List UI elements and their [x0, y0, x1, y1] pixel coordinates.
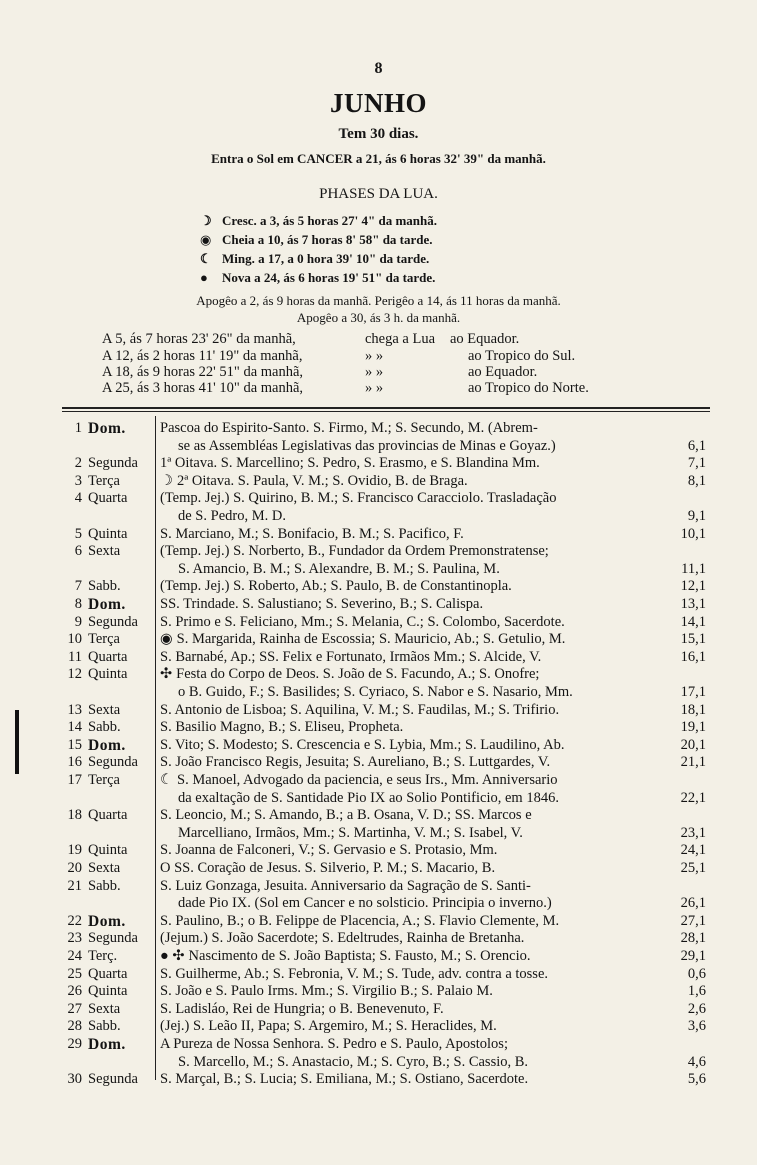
table-top-rule [62, 407, 710, 409]
moon-age: 3,6 [687, 1018, 706, 1035]
weekday: Terça [88, 631, 120, 648]
feast-text: S. Margarida, Rainha de Escossia; S. Mauricio, Ab.; S. Getulio, M. [176, 631, 566, 648]
saints-text [160, 983, 493, 1000]
saints-text [160, 1071, 528, 1088]
weekday: Sexta [88, 543, 121, 560]
saints-text [160, 473, 468, 490]
moon-age: 18,1 [680, 701, 706, 718]
saints-text [160, 948, 530, 965]
saints-text [160, 737, 564, 754]
saints-text [160, 807, 532, 824]
crossing-destination: ao Equador. [450, 331, 520, 347]
feast-text: dade Pio IX. (Sol em Cancer e no solsticio. Principia o inverno.) [178, 895, 552, 912]
moon-phase-icon: ✣ [160, 666, 173, 683]
feast-text: (Temp. Jej.) S. Quirino, B. M.; S. Francisco Caracciolo. Trasladação [160, 490, 557, 507]
weekday: Segunda [88, 930, 138, 947]
crossing-time: A 18, ás 9 horas 22' 51" da manhã, [102, 364, 304, 380]
feast-text: (Temp. Jej.) S. Roberto, Ab.; S. Paulo, B. de Constantinopla. [160, 578, 512, 595]
saints-text [160, 631, 565, 648]
saints-text [160, 719, 403, 736]
moon-phase-icon: ● ✣ [160, 948, 185, 964]
weekday: Segunda [88, 1071, 138, 1088]
phase-text: Cresc. a 3, ás 5 horas 27' 4" da manhã. [222, 213, 437, 228]
day-number: 21 [67, 877, 82, 894]
day-number: 14 [67, 719, 82, 736]
feast-text: A Pureza de Nossa Senhora. S. Pedro e S. Paulo, Apostolos; [160, 1036, 508, 1052]
day-number: 30 [67, 1071, 82, 1088]
saints-text [160, 455, 540, 472]
saints-text [160, 860, 495, 877]
day-number: 4 [74, 490, 82, 507]
weekday: Segunda [88, 613, 138, 630]
day-number: 26 [67, 983, 82, 1000]
feast-text: Nascimento de S. João Baptista; S. Fausto, M.; S. Orencio. [188, 948, 531, 964]
moon-age: 23,1 [680, 824, 706, 841]
phase-new [200, 270, 435, 286]
moon-age: 27,1 [680, 912, 706, 929]
day-number: 23 [67, 930, 82, 947]
crossing-mid: » » [365, 348, 384, 364]
moon-age: 21,1 [680, 754, 706, 771]
feast-text: Pascoa do Espirito-Santo. S. Firmo, M.; S. Secundo, M. (Abrem- [160, 420, 538, 436]
moon-age: 0,6 [687, 965, 706, 982]
weekday: Quinta [88, 525, 128, 542]
crossing-destination: ao Tropico do Norte. [468, 380, 589, 396]
sun-entry: Entra o Sol em CANCER a 21, ás 6 horas 32' 39" da manhã. [211, 151, 546, 166]
saints-text [160, 842, 497, 859]
day-number: 13 [67, 701, 82, 718]
margin-mark [15, 710, 19, 774]
crossing-time: A 12, ás 2 horas 11' 19" da manhã, [102, 348, 303, 364]
day-number: 7 [74, 578, 82, 595]
day-number: 11 [68, 648, 82, 665]
moon-age: 5,6 [687, 1071, 706, 1088]
saints-text [178, 561, 500, 578]
moon-age: 11,1 [681, 560, 706, 577]
feast-text: (Temp. Jej.) S. Norberto, B., Fundador da Ordem Premonstratense; [160, 543, 549, 560]
weekday: Sexta [88, 860, 121, 876]
saints-text [160, 490, 556, 507]
feast-text: Marcelliano, Irmãos, Mm.; S. Martinha, V. M.; S. Isabel, V. [178, 824, 523, 841]
day-number: 2 [74, 455, 82, 472]
apogee-perigee-line: Apogêo a 2, ás 9 horas da manhã. Perigêo a 14, ás 11 horas da manhã. [196, 293, 561, 308]
saints-text [160, 614, 565, 631]
weekday: Quinta [88, 983, 128, 1000]
moon-age: 26,1 [680, 895, 706, 912]
day-number: 9 [74, 613, 82, 630]
saints-text [160, 966, 548, 983]
weekday: Terça [88, 772, 120, 788]
weekday: Terça [88, 472, 120, 489]
feast-text: S. Manoel, Advogado da paciencia, e seus Irs., Mm. Anniversario [177, 772, 558, 788]
feast-text: 2ª Oitava. S. Paula, V. M.; S. Ovidio, B. de Braga. [177, 472, 468, 489]
day-number: 20 [67, 860, 82, 876]
weekday: Sexta [88, 1000, 121, 1017]
moon-age: 29,1 [680, 948, 706, 964]
phase-text: Cheia a 10, ás 7 horas 8' 58" da tarde. [222, 232, 433, 247]
saints-text [160, 543, 549, 560]
feast-text: da exaltação de S. Santidade Pio IX ao Solio Pontificio, em 1846. [178, 789, 559, 806]
weekday: Sexta [88, 701, 121, 718]
moon-age: 28,1 [680, 930, 706, 947]
day-number: 17 [67, 772, 82, 788]
full-moon-icon: ◉ [200, 232, 212, 247]
crossing-mid: » » [365, 364, 384, 380]
moon-phase-icon: ☽ [160, 472, 173, 489]
weekday: Dom. [88, 1036, 126, 1053]
moon-age: 17,1 [680, 684, 706, 700]
apogee-line: Apogêo a 30, ás 3 h. da manhã. [296, 310, 461, 325]
feast-text: S. João Francisco Regis, Jesuita; S. Aureliano, B.; S. Luttgardes, V. [160, 754, 551, 771]
feast-text: S. Primo e S. Feliciano, Mm.; S. Melania, C.; S. Colombo, Sacerdote. [160, 613, 565, 630]
day-number: 16 [67, 754, 82, 771]
calendar-row [62, 1071, 710, 1093]
weekday: Quinta [88, 842, 128, 859]
feast-text: S. Vito; S. Modesto; S. Crescencia e S. Lybia, Mm.; S. Laudilino, Ab. [160, 736, 565, 753]
moon-age: 8,1 [687, 472, 706, 489]
day-number: 10 [67, 631, 82, 648]
saints-text [178, 438, 556, 455]
weekday: Dom. [88, 736, 126, 754]
moon-age: 4,6 [687, 1053, 706, 1070]
feast-text: S. Amancio, B. M.; S. Alexandre, B. M.; S. Paulina, M. [178, 560, 500, 577]
feast-text: (Jejum.) S. João Sacerdote; S. Edeltrudes, Rainha de Bretanha. [160, 930, 525, 947]
day-number: 6 [74, 543, 82, 560]
moon-age: 15,1 [680, 631, 706, 648]
saints-text [178, 1054, 528, 1071]
feast-text: 1ª Oitava. S. Marcellino; S. Pedro, S. Erasmo, e S. Blandina Mm. [160, 455, 540, 472]
saints-text [178, 684, 573, 701]
saints-text [178, 790, 559, 807]
saints-text [160, 930, 524, 947]
weekday: Quarta [88, 965, 128, 982]
weekday: Dom. [88, 912, 126, 930]
crossing-mid: » » [365, 380, 384, 396]
weekday: Quinta [88, 666, 128, 683]
first-quarter-moon-icon: ☽ [200, 213, 212, 228]
weekday: Sabb. [88, 719, 121, 736]
weekday: Segunda [88, 754, 138, 771]
day-number: 3 [74, 472, 82, 489]
feast-text: S. Guilherme, Ab.; S. Febronia, V. M.; S. Tude, adv. contra a tosse. [160, 965, 549, 982]
feast-text: (Jej.) S. Leão II, Papa; S. Argemiro, M.; S. Heraclides, M. [160, 1018, 497, 1035]
feast-text: S. Barnabé, Ap.; SS. Felix e Fortunato, Irmãos Mm.; S. Alcide, V. [160, 648, 542, 665]
day-number: 19 [67, 842, 82, 859]
new-moon-icon: ● [200, 270, 208, 285]
day-number: 28 [67, 1018, 82, 1035]
feast-text: Festa do Corpo de Deos. S. João de S. Facundo, A.; S. Onofre; [176, 666, 540, 683]
phase-text: Ming. a 17, a 0 hora 39' 10" da tarde. [222, 251, 430, 266]
crossing-time: A 5, ás 7 horas 23' 26" da manhã, [102, 331, 296, 347]
day-number: 25 [67, 965, 82, 982]
moon-age: 6,1 [687, 437, 706, 454]
day-number: 8 [74, 596, 82, 612]
table-top-rule-thin [62, 411, 710, 412]
weekday: Sabb. [88, 1018, 121, 1035]
saints-text [160, 578, 512, 595]
day-number: 29 [67, 1036, 82, 1052]
saints-text [178, 825, 523, 842]
saints-text [160, 702, 559, 719]
weekday: Sabb. [88, 578, 121, 595]
moon-age: 2,6 [687, 1000, 706, 1017]
saints-text [160, 772, 558, 789]
crossing-destination: ao Tropico do Sul. [468, 348, 576, 364]
day-number: 12 [67, 666, 82, 683]
moon-age: 16,1 [680, 648, 706, 665]
moon-age: 19,1 [680, 719, 706, 736]
day-number: 15 [67, 736, 82, 753]
weekday: Dom. [88, 596, 126, 613]
day-number: 1 [74, 420, 82, 436]
moon-age: 10,1 [680, 525, 706, 542]
moon-age: 1,6 [687, 983, 706, 1000]
feast-text: S. Antonio de Lisboa; S. Aquilina, V. M.; S. Faudilas, M.; S. Trifirio. [160, 701, 560, 718]
month-title: JUNHO [330, 88, 427, 118]
saints-text [160, 913, 559, 930]
feast-text: S. Marciano, M.; S. Bonifacio, B. M.; S. Pacifico, F. [160, 525, 464, 542]
moon-age: 9,1 [687, 508, 706, 524]
phase-text: Nova a 24, ás 6 horas 19' 51" da tarde. [222, 270, 436, 285]
moon-phase-icon: ☾ [160, 772, 173, 788]
feast-text: S. Marçal, B.; S. Lucia; S. Emiliana, M.; S. Ostiano, Sacerdote. [160, 1071, 529, 1088]
crossing-time: A 25, ás 3 horas 41' 10" da manhã, [102, 380, 304, 396]
feast-text: S. Ladisláo, Rei de Hungria; o B. Benevenuto, F. [160, 1000, 444, 1017]
feast-text: S. Luiz Gonzaga, Jesuita. Anniversario da Sagração de S. Santi- [160, 877, 531, 894]
saints-text [160, 1018, 497, 1035]
feast-text: S. Paulino, B.; o B. Felippe de Placencia, A.; S. Flavio Clemente, M. [160, 912, 560, 929]
day-number: 22 [67, 912, 82, 929]
saints-text [160, 1001, 444, 1018]
feast-text: S. João e S. Paulo Irms. Mm.; S. Virgilio B.; S. Palaio M. [160, 983, 493, 1000]
feast-text: se as Assembléas Legislativas das provincias de Minas e Goyaz.) [178, 437, 556, 454]
feast-text: S. Marcello, M.; S. Anastacio, M.; S. Cyro, B.; S. Cassio, B. [178, 1053, 529, 1070]
weekday: Quarta [88, 490, 128, 507]
moon-age: 7,1 [687, 455, 706, 472]
saints-text [160, 526, 464, 543]
weekday: Terç. [88, 948, 118, 964]
phase-full [200, 232, 433, 248]
feast-text: S. Joanna de Falconeri, V.; S. Gervasio e S. Protasio, Mm. [160, 842, 498, 859]
saints-text [160, 649, 541, 666]
phase-waning [200, 251, 429, 267]
feast-text: SS. Trindade. S. Salustiano; S. Severino, B.; S. Calispa. [160, 596, 484, 612]
moon-age: 12,1 [680, 578, 706, 595]
moon-phase-icon: ◉ [160, 631, 173, 648]
feast-text: de S. Pedro, M. D. [178, 508, 286, 524]
weekday: Sabb. [88, 877, 121, 894]
moon-age: 24,1 [680, 842, 706, 859]
weekday: Segunda [88, 455, 138, 472]
day-number: 5 [74, 525, 82, 542]
moon-age: 20,1 [680, 736, 706, 753]
saints-text [160, 1036, 508, 1053]
phases-title: PHASES DA LUA. [319, 186, 438, 202]
feast-text: S. Leoncio, M.; S. Amando, B.; a B. Osana, V. D.; SS. Marcos e [160, 807, 532, 824]
last-quarter-moon-icon: ☾ [200, 251, 212, 266]
moon-age: 13,1 [680, 596, 706, 612]
saints-text [178, 895, 552, 912]
moon-age: 22,1 [680, 789, 706, 806]
day-number: 24 [67, 948, 82, 964]
day-number: 18 [67, 807, 82, 824]
weekday: Quarta [88, 807, 128, 824]
feast-text: O SS. Coração de Jesus. S. Silverio, P. M.; S. Macario, B. [160, 860, 496, 876]
saints-text [160, 596, 483, 613]
page-number: 8 [374, 60, 383, 77]
phase-waxing [200, 213, 437, 229]
days-count: Tem 30 dias. [338, 126, 419, 142]
feast-text: S. Basilio Magno, B.; S. Eliseu, Propheta. [160, 719, 404, 736]
weekday: Quarta [88, 648, 128, 665]
moon-age: 25,1 [680, 860, 706, 876]
crossing-destination: ao Equador. [468, 364, 538, 380]
crossing-mid: chega a Lua [365, 331, 436, 347]
saints-text [160, 878, 531, 895]
moon-age: 14,1 [680, 613, 706, 630]
feast-text: o B. Guido, F.; S. Basilides; S. Cyriaco, S. Nabor e S. Nasario, Mm. [178, 684, 573, 700]
saints-text [160, 754, 550, 771]
weekday: Dom. [88, 420, 126, 437]
day-number: 27 [67, 1000, 82, 1017]
saints-text [178, 508, 286, 525]
saints-text [160, 420, 538, 437]
saints-text [160, 666, 539, 683]
